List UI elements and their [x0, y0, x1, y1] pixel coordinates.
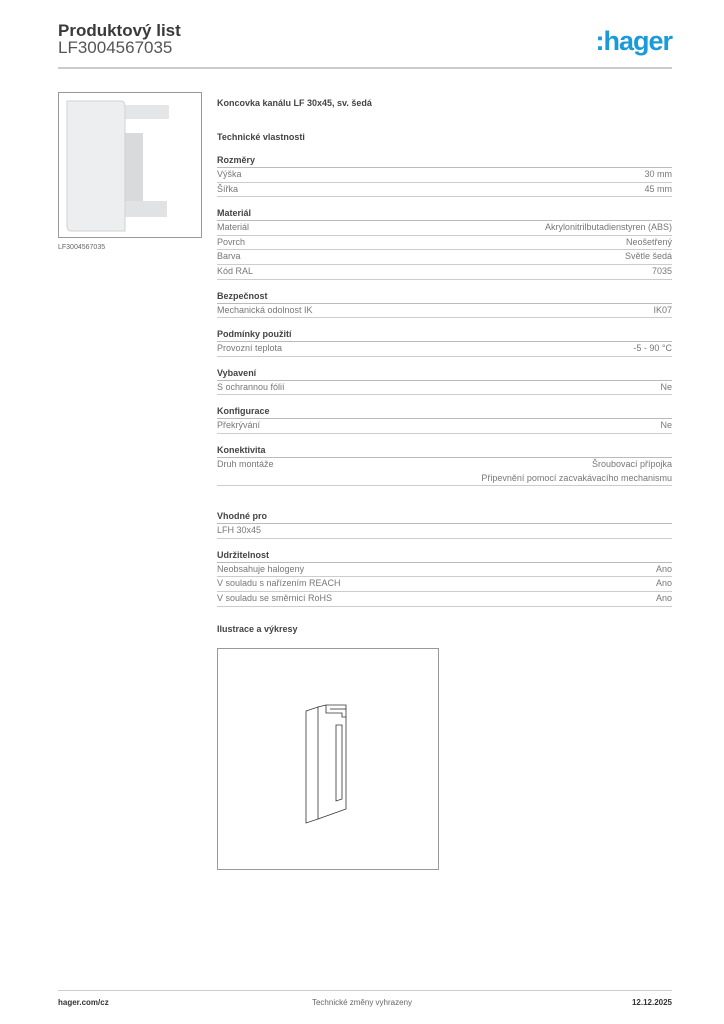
spec-section-title: Podmínky použití [217, 327, 672, 342]
spec-label: Kód RAL [217, 265, 254, 276]
spec-row [217, 250, 672, 265]
spec-value-line: Ne [660, 381, 672, 392]
product-details [217, 96, 672, 636]
spec-value-line: Ne [660, 420, 672, 431]
product-title: Koncovka kanálu LF 30x45, sv. šedá [217, 98, 372, 108]
spec-value-line: Ano [655, 578, 672, 589]
spec-section [217, 366, 672, 396]
spec-label: Druh montáže [217, 458, 274, 469]
spec-section-title: Bezpečnost [217, 289, 672, 304]
spec-label: Šířka [217, 183, 239, 194]
spec-label: Povrch [217, 236, 246, 247]
spec-section-title: Vybavení [217, 366, 672, 381]
header-divider [58, 67, 672, 69]
spec-value-line: Ano [655, 563, 672, 574]
spec-row [217, 342, 672, 357]
spec-row [217, 419, 672, 434]
spec-label: Barva [217, 251, 241, 262]
spec-value-line: Světle šedá [624, 251, 672, 262]
spec-value-line: Akrylonitrilbutadienstyren (ABS) [544, 222, 672, 233]
spec-row [217, 381, 672, 396]
footer-divider [58, 990, 672, 991]
spec-label: LFH 30x45 [217, 525, 262, 536]
spec-value [653, 304, 672, 318]
spec-section [217, 443, 672, 486]
spec-value [656, 563, 672, 577]
spec-section [217, 327, 672, 357]
spec-row [217, 458, 672, 486]
spec-row [217, 524, 672, 539]
spec-label: Provozní teplota [217, 343, 283, 354]
product-image [58, 92, 202, 238]
spec-label: Výška [217, 169, 242, 179]
spec-row [217, 265, 672, 280]
spec-label: S ochrannou fólií [217, 381, 285, 392]
spec-row [217, 183, 672, 198]
spec-label: Mechanická odolnost IK [217, 304, 313, 315]
tech-heading: Technické vlastnosti [217, 132, 305, 142]
spec-value [644, 183, 672, 197]
spec-label: V souladu se směrnicí RoHS [217, 592, 333, 603]
spec-section-title: Konektivita [217, 443, 672, 458]
spec-section [217, 548, 672, 607]
spec-value [545, 221, 672, 235]
spec-section-title: Rozměry [217, 153, 672, 168]
page-title: Produktový list [58, 21, 181, 40]
spec-section [217, 289, 672, 319]
product-code: LF3004567035 [58, 38, 173, 57]
spec-value-line: -5 - 90 °C [633, 343, 672, 354]
spec-section-title: Konfigurace [217, 404, 672, 419]
spec-value [481, 458, 672, 485]
spec-value-line: Neošetřený [625, 236, 672, 247]
spec-value-line: Šroubovací přípojka [591, 458, 672, 469]
spec-section-title: Vhodné pro [217, 509, 672, 524]
footer-disclaimer: Technické změny vyhrazeny [311, 998, 413, 1007]
spec-value [626, 236, 672, 250]
spec-label: Neobsahuje halogeny [217, 563, 305, 574]
spec-row [217, 221, 672, 236]
spec-value-line: IK07 [653, 304, 672, 315]
spec-value [625, 250, 672, 264]
spec-value-line: Ano [655, 592, 672, 603]
spec-value [652, 265, 672, 279]
spec-value-line: 45 mm [644, 183, 672, 194]
spec-row [217, 592, 672, 607]
spec-section [217, 404, 672, 434]
spec-value [656, 592, 672, 606]
spec-row [217, 563, 672, 578]
spec-section-title: Udržitelnost [217, 548, 672, 563]
spec-value [660, 419, 672, 433]
spec-value-line: 7035 [651, 265, 672, 276]
spec-row [217, 304, 672, 319]
image-caption: LF3004567035 [58, 244, 106, 251]
hager-logo: :hager [595, 26, 672, 56]
spec-value-line: Připevnění pomocí zacvakávacího mechanismu [481, 472, 672, 483]
spec-section [217, 206, 672, 279]
footer-website-link[interactable]: hager.com/cz [58, 998, 109, 1007]
spec-section-title: Materiál [217, 206, 672, 221]
spec-label: Materiál [217, 222, 250, 233]
technical-drawing [217, 648, 439, 870]
spec-value-line: 30 mm [644, 169, 672, 179]
spec-row [217, 236, 672, 251]
spec-label: Překrývání [217, 420, 261, 431]
spec-section [217, 153, 672, 197]
spec-value [644, 168, 672, 182]
spec-value [633, 342, 672, 356]
illustrations-heading: Ilustrace a výkresy [217, 623, 298, 634]
spec-row [217, 168, 672, 183]
spec-label: V souladu s nařízením REACH [217, 578, 341, 589]
spec-value [660, 381, 672, 395]
spec-value [656, 577, 672, 591]
spec-row [217, 577, 672, 592]
spec-section [217, 509, 672, 539]
footer-date: 12.12.2025 [631, 998, 672, 1007]
